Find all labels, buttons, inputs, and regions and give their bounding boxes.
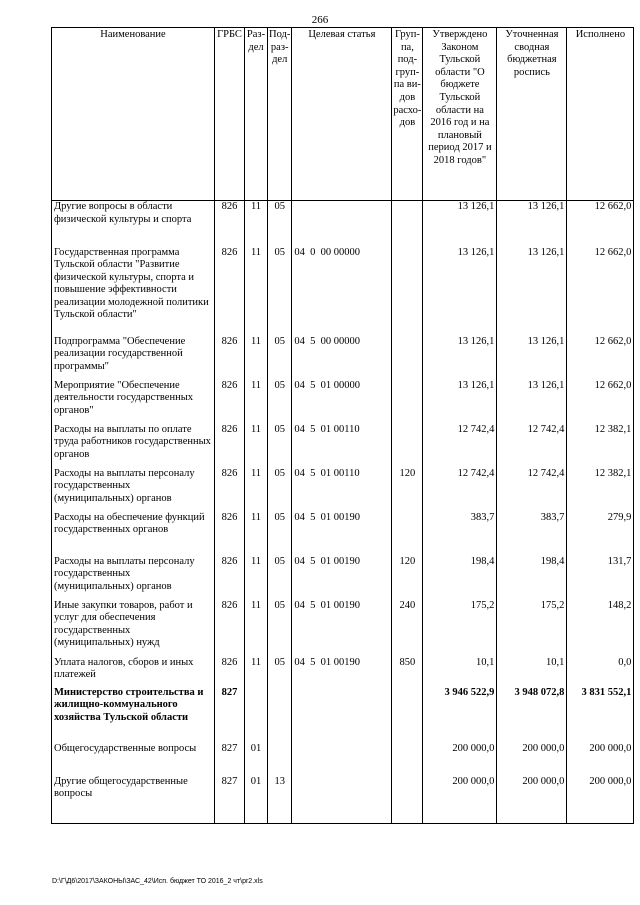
table-row	[52, 424, 634, 468]
row-approved: 13 126,1	[423, 247, 497, 336]
header-section: Раз-дел	[245, 28, 268, 201]
row-approved: 12 742,4	[423, 468, 497, 512]
row-target: 04 0 00 00000	[292, 247, 392, 336]
row-refined: 200 000,0	[497, 743, 567, 776]
table-row	[52, 380, 634, 424]
row-section: 11	[245, 247, 268, 336]
row-approved: 200 000,0	[423, 743, 497, 776]
row-subsection: 05	[268, 512, 292, 556]
row-grbs: 826	[215, 468, 245, 512]
row-target: 04 5 01 00190	[292, 512, 392, 556]
row-section: 11	[245, 468, 268, 512]
row-refined: 3 948 072,8	[497, 687, 567, 743]
row-executed: 148,2	[567, 600, 634, 657]
row-group: 850	[392, 657, 423, 687]
header-subsection: Под-раз-дел	[268, 28, 292, 201]
table-row	[52, 657, 634, 687]
row-target: 04 5 01 00190	[292, 556, 392, 600]
row-section: 11	[245, 657, 268, 687]
row-target: 04 5 00 00000	[292, 336, 392, 380]
row-grbs: 826	[215, 512, 245, 556]
row-group	[392, 512, 423, 556]
row-refined: 13 126,1	[497, 247, 567, 336]
row-group	[392, 424, 423, 468]
row-refined: 13 126,1	[497, 380, 567, 424]
row-subsection: 05	[268, 468, 292, 512]
row-refined: 12 742,4	[497, 468, 567, 512]
row-executed: 279,9	[567, 512, 634, 556]
row-group	[392, 743, 423, 776]
row-approved: 200 000,0	[423, 776, 497, 824]
row-section: 11	[245, 336, 268, 380]
row-section: 11	[245, 556, 268, 600]
row-name: Иные закупки товаров, работ и услуг для обеспечения государственных (муниципальных) нужд	[52, 600, 215, 657]
row-section: 11	[245, 600, 268, 657]
row-approved: 198,4	[423, 556, 497, 600]
row-group	[392, 687, 423, 743]
row-subsection: 05	[268, 380, 292, 424]
row-name: Другие вопросы в области физической культуры и спорта	[52, 201, 215, 247]
row-name: Расходы на выплаты персоналу государственных (муниципальных) органов	[52, 468, 215, 512]
row-name: Государственная программа Тульской области "Развитие физической культуры, спорта и повышение эффективности реализации молодежной политики Тульской области"	[52, 247, 215, 336]
row-section: 01	[245, 776, 268, 824]
row-grbs: 826	[215, 336, 245, 380]
header-grbs: ГРБС	[215, 28, 245, 201]
table-row	[52, 687, 634, 743]
row-name: Другие общегосударственные вопросы	[52, 776, 215, 824]
row-target	[292, 743, 392, 776]
header-executed: Исполнено	[567, 28, 634, 201]
file-path-footer: D:\Г\Д6\2017\ЗАКОНЫ\ЗАС_42\Исп. бюджет ТО 2016_2 чт\pr2.xls	[52, 878, 263, 885]
table-row	[52, 776, 634, 824]
row-grbs: 826	[215, 247, 245, 336]
row-target: 04 5 01 00110	[292, 468, 392, 512]
row-group	[392, 776, 423, 824]
row-approved: 383,7	[423, 512, 497, 556]
table-row	[52, 336, 634, 380]
header-name: Наименование	[52, 28, 215, 201]
table-row	[52, 600, 634, 657]
row-approved: 3 946 522,9	[423, 687, 497, 743]
row-subsection: 05	[268, 556, 292, 600]
row-approved: 175,2	[423, 600, 497, 657]
row-refined: 383,7	[497, 512, 567, 556]
row-subsection: 05	[268, 600, 292, 657]
row-grbs: 826	[215, 201, 245, 247]
row-executed: 200 000,0	[567, 776, 634, 824]
row-name: Министерство строительства и жилищно-коммунального хозяйства Тульской области	[52, 687, 215, 743]
row-name: Расходы на обеспечение функций государственных органов	[52, 512, 215, 556]
row-refined: 10,1	[497, 657, 567, 687]
table-row	[52, 247, 634, 336]
row-group	[392, 201, 423, 247]
row-executed: 12 382,1	[567, 424, 634, 468]
row-group: 120	[392, 556, 423, 600]
row-group: 120	[392, 468, 423, 512]
table-row	[52, 201, 634, 247]
row-approved: 12 742,4	[423, 424, 497, 468]
row-executed: 131,7	[567, 556, 634, 600]
row-refined: 13 126,1	[497, 336, 567, 380]
budget-table	[51, 27, 634, 824]
row-target: 04 5 01 00000	[292, 380, 392, 424]
row-approved: 13 126,1	[423, 380, 497, 424]
header-group: Груп-па, под-груп-па ви-дов расхо-дов	[392, 28, 423, 201]
row-grbs: 826	[215, 657, 245, 687]
row-refined: 12 742,4	[497, 424, 567, 468]
row-subsection: 13	[268, 776, 292, 824]
header-refined: Уточненная сводная бюджетная роспись	[497, 28, 567, 201]
row-executed: 12 662,0	[567, 247, 634, 336]
row-refined: 200 000,0	[497, 776, 567, 824]
row-grbs: 827	[215, 776, 245, 824]
row-name: Общегосударственные вопросы	[52, 743, 215, 776]
row-target	[292, 687, 392, 743]
row-section: 11	[245, 380, 268, 424]
table-row	[52, 468, 634, 512]
row-name: Расходы на выплаты по оплате труда работников государственных органов	[52, 424, 215, 468]
row-section: 01	[245, 743, 268, 776]
row-target: 04 5 01 00110	[292, 424, 392, 468]
row-subsection: 05	[268, 201, 292, 247]
row-name: Подпрограмма "Обеспечение реализации государственной программы"	[52, 336, 215, 380]
row-group	[392, 336, 423, 380]
row-refined: 198,4	[497, 556, 567, 600]
page-number: 266	[311, 14, 329, 26]
table-row	[52, 512, 634, 556]
row-section: 11	[245, 201, 268, 247]
header-approved: Утверждено Законом Тульской области "О бюджете Тульской области на 2016 год и на плановый период 2017 и 2018 годов"	[423, 28, 497, 201]
row-grbs: 826	[215, 380, 245, 424]
header-target: Целевая статья	[292, 28, 392, 201]
row-approved: 13 126,1	[423, 201, 497, 247]
row-name: Уплата налогов, сборов и иных платежей	[52, 657, 215, 687]
row-subsection	[268, 743, 292, 776]
row-executed: 12 662,0	[567, 336, 634, 380]
row-target: 04 5 01 00190	[292, 657, 392, 687]
row-executed: 200 000,0	[567, 743, 634, 776]
row-target: 04 5 01 00190	[292, 600, 392, 657]
row-target	[292, 201, 392, 247]
row-approved: 10,1	[423, 657, 497, 687]
row-section	[245, 687, 268, 743]
header-row	[52, 28, 634, 201]
row-approved: 13 126,1	[423, 336, 497, 380]
row-executed: 0,0	[567, 657, 634, 687]
row-section: 11	[245, 512, 268, 556]
row-section: 11	[245, 424, 268, 468]
row-executed: 12 382,1	[567, 468, 634, 512]
row-subsection: 05	[268, 424, 292, 468]
row-subsection: 05	[268, 657, 292, 687]
row-grbs: 827	[215, 743, 245, 776]
row-grbs: 826	[215, 556, 245, 600]
row-group	[392, 380, 423, 424]
row-refined: 13 126,1	[497, 201, 567, 247]
row-subsection	[268, 687, 292, 743]
row-name: Мероприятие "Обеспечение деятельности государственных органов"	[52, 380, 215, 424]
row-grbs: 826	[215, 600, 245, 657]
table-row	[52, 743, 634, 776]
row-executed: 12 662,0	[567, 201, 634, 247]
row-group	[392, 247, 423, 336]
row-target	[292, 776, 392, 824]
row-name: Расходы на выплаты персоналу государственных (муниципальных) органов	[52, 556, 215, 600]
row-group: 240	[392, 600, 423, 657]
row-grbs: 826	[215, 424, 245, 468]
table-row	[52, 556, 634, 600]
row-refined: 175,2	[497, 600, 567, 657]
row-executed: 3 831 552,1	[567, 687, 634, 743]
row-executed: 12 662,0	[567, 380, 634, 424]
row-grbs: 827	[215, 687, 245, 743]
row-subsection: 05	[268, 336, 292, 380]
row-subsection: 05	[268, 247, 292, 336]
